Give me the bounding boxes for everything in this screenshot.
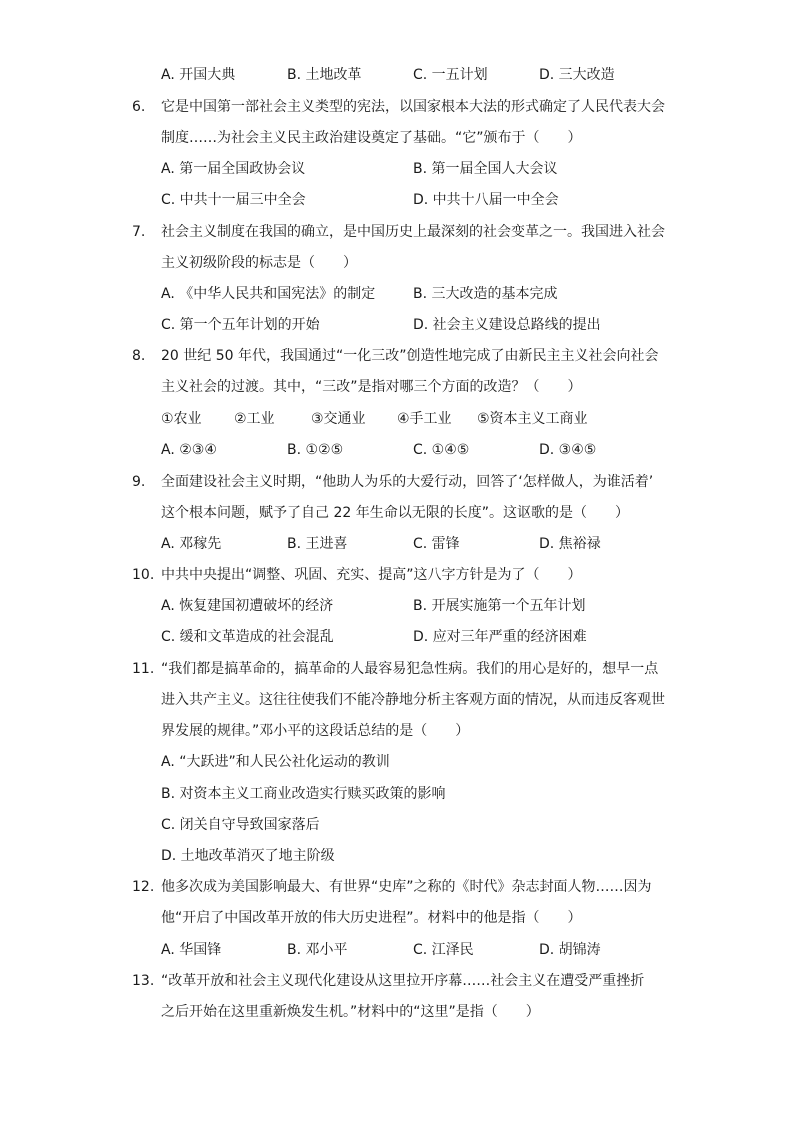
q9-option-d: D. 焦裕禄 — [539, 536, 601, 552]
q9-number: 9. — [132, 474, 146, 490]
q6-option-c: C. 中共十一届三中全会 — [161, 192, 306, 208]
q8-option-a: A. ②③④ — [161, 442, 217, 458]
q8-option-b: B. ①②⑤ — [287, 442, 344, 458]
q6-stem-line-2: 制度……为社会主义民主政治建设奠定了基础。“它”颁布于（ ） — [161, 130, 582, 146]
q12-option-c: C. 江泽民 — [413, 942, 474, 958]
q8-item-2: ②工业 — [234, 411, 275, 427]
q12-option-b: B. 邓小平 — [287, 942, 348, 958]
q8-item-4: ④手工业 — [397, 411, 452, 427]
q11-stem-line-3: 界发展的规律。”邓小平的这段话总结的是（ ） — [161, 723, 470, 739]
q6-option-d: D. 中共十八届一中全会 — [413, 192, 559, 208]
q8-item-1: ①农业 — [161, 411, 202, 427]
q10-option-a: A. 恢复建国初遭破坏的经济 — [161, 598, 334, 614]
q12-stem-line-2: 他“开启了中国改革开放的伟大历史进程”。材料中的他是指（ ） — [161, 910, 582, 926]
q12-option-a: A. 华国锋 — [161, 942, 222, 958]
q8-number: 8. — [132, 348, 146, 364]
q11-stem-line-1: “我们都是搞革命的，搞革命的人最容易犯急性病。我们的用心是好的，想早一点 — [161, 661, 659, 677]
q12-option-d: D. 胡锦涛 — [539, 942, 601, 958]
q8-stem-line-2: 主义社会的过渡。其中，“三改”是指对哪三个方面的改造？（ ） — [161, 379, 582, 395]
q7-option-b: B. 三大改造的基本完成 — [413, 286, 558, 302]
q13-stem-line-1: “改革开放和社会主义现代化建设从这里拉开序幕……社会主义在遭受严重挫折 — [161, 973, 645, 989]
q9-option-c: C. 雷锋 — [413, 536, 460, 552]
q7-stem-line-2: 主义初级阶段的标志是（ ） — [161, 255, 357, 271]
q11-stem-line-2: 进入共产主义。这往往使我们不能冷静地分析主客观方面的情况，从而违反客观世 — [161, 692, 665, 708]
q8-option-d: D. ③④⑤ — [539, 442, 597, 458]
q9-stem-line-1: 全面建设社会主义时期，“他助人为乐的大爱行动，回答了‘怎样做人，为谁活着’ — [161, 474, 654, 490]
q7-number: 7. — [132, 224, 146, 240]
q8-item-5: ⑤资本主义工商业 — [477, 411, 588, 427]
q11-option-d: D. 土地改革消灭了地主阶级 — [161, 848, 335, 864]
q6-option-b: B. 第一届全国人大会议 — [413, 161, 558, 177]
q11-option-c: C. 闭关自守导致国家落后 — [161, 817, 320, 833]
q12-number: 12. — [132, 879, 155, 895]
q7-option-d: D. 社会主义建设总路线的提出 — [413, 317, 601, 333]
q5-option-b: B. 土地改革 — [287, 67, 362, 83]
q10-option-c: C. 缓和文革造成的社会混乱 — [161, 629, 334, 645]
q5-option-c: C. 一五计划 — [413, 67, 488, 83]
q13-stem-line-2: 之后开始在这里重新焕发生机。”材料中的“这里”是指（ ） — [161, 1004, 540, 1020]
q6-option-a: A. 第一届全国政协会议 — [161, 161, 306, 177]
q8-option-c: C. ①④⑤ — [413, 442, 470, 458]
q9-stem-line-2: 这个根本问题，赋予了自己 22 年生命以无限的长度”。这讴歌的是（ ） — [161, 505, 629, 521]
q8-item-3: ③交通业 — [311, 411, 366, 427]
q7-option-c: C. 第一个五年计划的开始 — [161, 317, 320, 333]
q7-stem-line-1: 社会主义制度在我国的确立，是中国历史上最深刻的社会变革之一。我国进入社会 — [161, 224, 665, 240]
q9-option-b: B. 王进喜 — [287, 536, 348, 552]
q7-option-a: A. 《中华人民共和国宪法》的制定 — [161, 286, 376, 302]
q11-number: 11. — [132, 661, 155, 677]
q5-option-a: A. 开国大典 — [161, 67, 236, 83]
q10-stem-line-1: 中共中央提出“调整、巩固、充实、提高”这八字方针是为了（ ） — [161, 567, 582, 583]
q6-number: 6. — [132, 99, 146, 115]
q11-option-a: A. “大跃进”和人民公社化运动的教训 — [161, 754, 390, 770]
q8-stem-line-1: 20 世纪 50 年代，我国通过“一化三改”创造性地完成了由新民主主义社会向社会 — [161, 348, 659, 364]
q9-option-a: A. 邓稼先 — [161, 536, 222, 552]
q10-number: 10. — [132, 567, 155, 583]
q10-option-b: B. 开展实施第一个五年计划 — [413, 598, 586, 614]
q11-option-b: B. 对资本主义工商业改造实行赎买政策的影响 — [161, 786, 446, 802]
q5-option-d: D. 三大改造 — [539, 67, 615, 83]
q13-number: 13. — [132, 973, 155, 989]
q12-stem-line-1: 他多次成为美国影响最大、有世界“史库”之称的《时代》杂志封面人物……因为 — [161, 879, 652, 895]
q10-option-d: D. 应对三年严重的经济困难 — [413, 629, 587, 645]
q6-stem-line-1: 它是中国第一部社会主义类型的宪法，以国家根本大法的形式确定了人民代表大会 — [161, 99, 665, 115]
